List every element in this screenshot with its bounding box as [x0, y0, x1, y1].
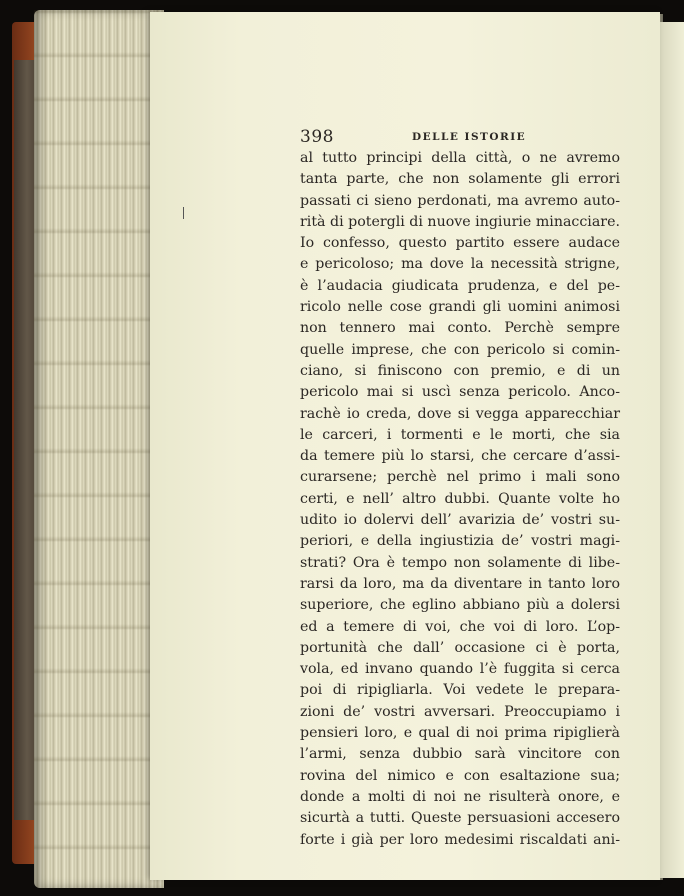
page-edges: [34, 10, 164, 888]
text-line: le carceri, i tormenti e le morti, che sia: [300, 426, 620, 443]
text-line: zioni de’ vostri avversari. Preoccupiamo i: [300, 703, 620, 720]
text-line: periori, e della ingiustizia de’ vostri magi-: [300, 533, 620, 550]
text-line: curarsene; perchè nel primo i mali sono: [300, 469, 620, 486]
text-line: udito io dolervi dell’ avarizia de’ vostri su-: [300, 512, 620, 529]
page-header: [300, 127, 615, 149]
text-line: da temere più lo starsi, che cercare d’assi-: [300, 448, 620, 465]
text-line: pericolo mai si uscì senza pericolo. Anco-: [300, 384, 620, 401]
text-line: Io confesso, questo partito essere audace: [300, 235, 620, 252]
text-line: ricolo nelle cose grandi gli uomini animosi: [300, 299, 620, 316]
text-line: rovina del nimico e con esaltazione sua;: [300, 767, 620, 784]
text-line: l’armi, senza dubbio sarà vincitore con: [300, 746, 620, 763]
text-line: forte i già per loro medesimi riscaldati ani-: [300, 831, 620, 848]
text-line: donde a molti di noi ne risulterà onore, e: [300, 788, 620, 805]
body-text: [300, 148, 620, 851]
text-line: vola, ed invano quando l’è fuggita si cerca: [300, 661, 620, 678]
text-line: tanta parte, che non solamente gli errori: [300, 171, 620, 188]
text-line: poi di ripigliarla. Voi vedete le prepara-: [300, 682, 620, 699]
text-line: passati ci sieno perdonati, ma avremo auto-: [300, 192, 620, 209]
text-line: al tutto principi della città, o ne avremo: [300, 150, 620, 166]
text-line: certi, e nell’ altro dubbi. Quante volte ho: [300, 490, 620, 507]
text-line: sicurtà a tutti. Queste persuasioni accesero: [300, 810, 620, 827]
text-line: ciano, si finiscono con premio, e di un: [300, 362, 620, 379]
page-number: 398: [300, 127, 334, 147]
text-line: è l’audacia giudicata prudenza, e del pe-: [300, 277, 620, 294]
text-line: superiore, che eglino abbiano più a dolersi: [300, 597, 620, 614]
text-line: non tennero mai conto. Perchè sempre: [300, 320, 620, 337]
text-line: strati? Ora è tempo non solamente di libe-: [300, 554, 620, 571]
text-line: pensieri loro, e qual di noi prima ripiglierà: [300, 725, 620, 742]
text-line: portunità che dall’ occasione ci è porta,: [300, 639, 620, 656]
text-line: rachè io creda, dove si vegga apparecchiar: [300, 405, 620, 422]
text-line: quelle imprese, che con pericolo si comin-: [300, 341, 620, 358]
text-line: e pericoloso; ma dove la necessità strigne,: [300, 256, 620, 273]
text-line: ed a temere di voi, che voi di loro. L’op-: [300, 618, 620, 635]
running-head: DELLE ISTORIE: [412, 131, 527, 143]
text-line: rarsi da loro, ma da diventare in tanto loro: [300, 575, 620, 592]
text-line: rità di potergli di nuove ingiurie minacciare.: [300, 213, 620, 230]
facing-page-edge: [660, 22, 684, 878]
margin-mark: [183, 207, 184, 219]
